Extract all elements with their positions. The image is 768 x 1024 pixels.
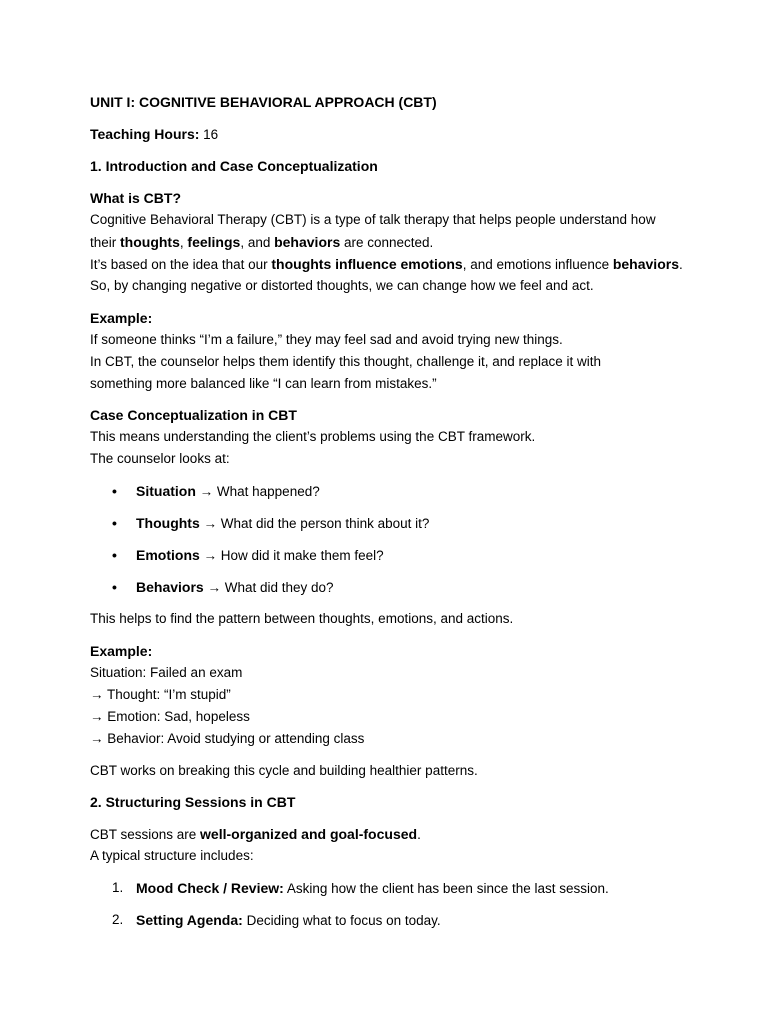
case-conc-line1: This means understanding the client’s problems using the CBT framework.: [90, 429, 536, 444]
bold-thoughts-influence: thoughts influence emotions: [271, 256, 463, 272]
list-item-situation: [136, 482, 320, 501]
list-item-desc: → What did the person think about it?: [199, 516, 430, 531]
list-item-term: Thoughts: [136, 515, 200, 531]
text-span: .: [678, 257, 683, 272]
example1-line2: In CBT, the counselor helps them identify this thought, challenge it, and replace it with: [90, 354, 602, 369]
teaching-hours-line: [90, 125, 218, 144]
section2-line2: A typical structure includes:: [90, 848, 254, 863]
list-item-emotions: [136, 546, 384, 565]
section2-heading: 2. Structuring Sessions in CBT: [90, 794, 296, 810]
numbered-item-desc: Deciding what to focus on today.: [242, 913, 441, 928]
text-span: ,: [179, 235, 188, 250]
text-span: .: [417, 827, 421, 842]
example2-heading: Example:: [90, 643, 153, 659]
bold-thoughts: thoughts: [120, 234, 180, 250]
text-span: their: [90, 235, 121, 250]
list-item-term: Situation: [136, 483, 196, 499]
bullet-marker: •: [112, 579, 117, 595]
what-is-cbt-line3: [90, 255, 683, 274]
document-title: UNIT I: COGNITIVE BEHAVIORAL APPROACH (CBT): [90, 94, 437, 110]
list-item-desc: → What did they do?: [203, 580, 334, 595]
example2-after: CBT works on breaking this cycle and building healthier patterns.: [90, 763, 478, 778]
what-is-cbt-heading: What is CBT?: [90, 190, 181, 206]
example2-line: → Behavior: Avoid studying or attending class: [90, 731, 365, 746]
example2-line: → Emotion: Sad, hopeless: [90, 709, 250, 724]
list-item-behaviors: [136, 578, 334, 597]
text-span: It’s based on the idea that our: [90, 257, 272, 272]
case-conc-after: This helps to find the pattern between thoughts, emotions, and actions.: [90, 611, 514, 626]
numbered-item-term: Setting Agenda:: [136, 912, 243, 928]
text-span: CBT sessions are: [90, 827, 201, 842]
example1-line1: If someone thinks “I’m a failure,” they may feel sad and avoid trying new things.: [90, 332, 563, 347]
what-is-cbt-line2: [90, 233, 433, 252]
teaching-hours-label: Teaching Hours:: [90, 126, 200, 142]
bold-feelings: feelings: [187, 234, 241, 250]
numbered-item-setting-agenda: [136, 911, 441, 930]
numbered-item-term: Mood Check / Review:: [136, 880, 284, 896]
numbered-item-mood-check: [136, 879, 609, 898]
list-item-thoughts: [136, 514, 429, 533]
section2-line1: [90, 825, 421, 844]
list-item-term: Emotions: [136, 547, 200, 563]
text-span: are connected.: [340, 235, 434, 250]
bold-well-organized: well-organized and goal-focused: [200, 826, 418, 842]
bullet-marker: •: [112, 515, 117, 531]
list-number: 2.: [112, 912, 124, 927]
list-item-desc: → How did it make them feel?: [199, 548, 384, 563]
teaching-hours-value: 16: [199, 127, 219, 142]
text-span: , and: [240, 235, 275, 250]
list-number: 1.: [112, 880, 124, 895]
case-conceptualization-heading: Case Conceptualization in CBT: [90, 407, 297, 423]
bold-behaviors: behaviors: [274, 234, 341, 250]
case-conc-line2: The counselor looks at:: [90, 451, 230, 466]
example2-line: → Thought: “I’m stupid”: [90, 687, 231, 702]
list-item-term: Behaviors: [136, 579, 204, 595]
bold-behaviors: behaviors: [612, 256, 679, 272]
what-is-cbt-line4: So, by changing negative or distorted thoughts, we can change how we feel and act.: [90, 278, 594, 293]
bullet-marker: •: [112, 547, 117, 563]
example1-line3: something more balanced like “I can learn from mistakes.”: [90, 376, 437, 391]
what-is-cbt-line1: Cognitive Behavioral Therapy (CBT) is a type of talk therapy that helps people understand how: [90, 212, 656, 227]
text-span: , and emotions influence: [462, 257, 613, 272]
example1-heading: Example:: [90, 310, 153, 326]
example2-line: Situation: Failed an exam: [90, 665, 243, 680]
numbered-item-desc: Asking how the client has been since the last session.: [283, 881, 609, 896]
bullet-marker: •: [112, 483, 117, 499]
section1-heading: 1. Introduction and Case Conceptualization: [90, 158, 378, 174]
list-item-desc: → What happened?: [195, 484, 320, 499]
